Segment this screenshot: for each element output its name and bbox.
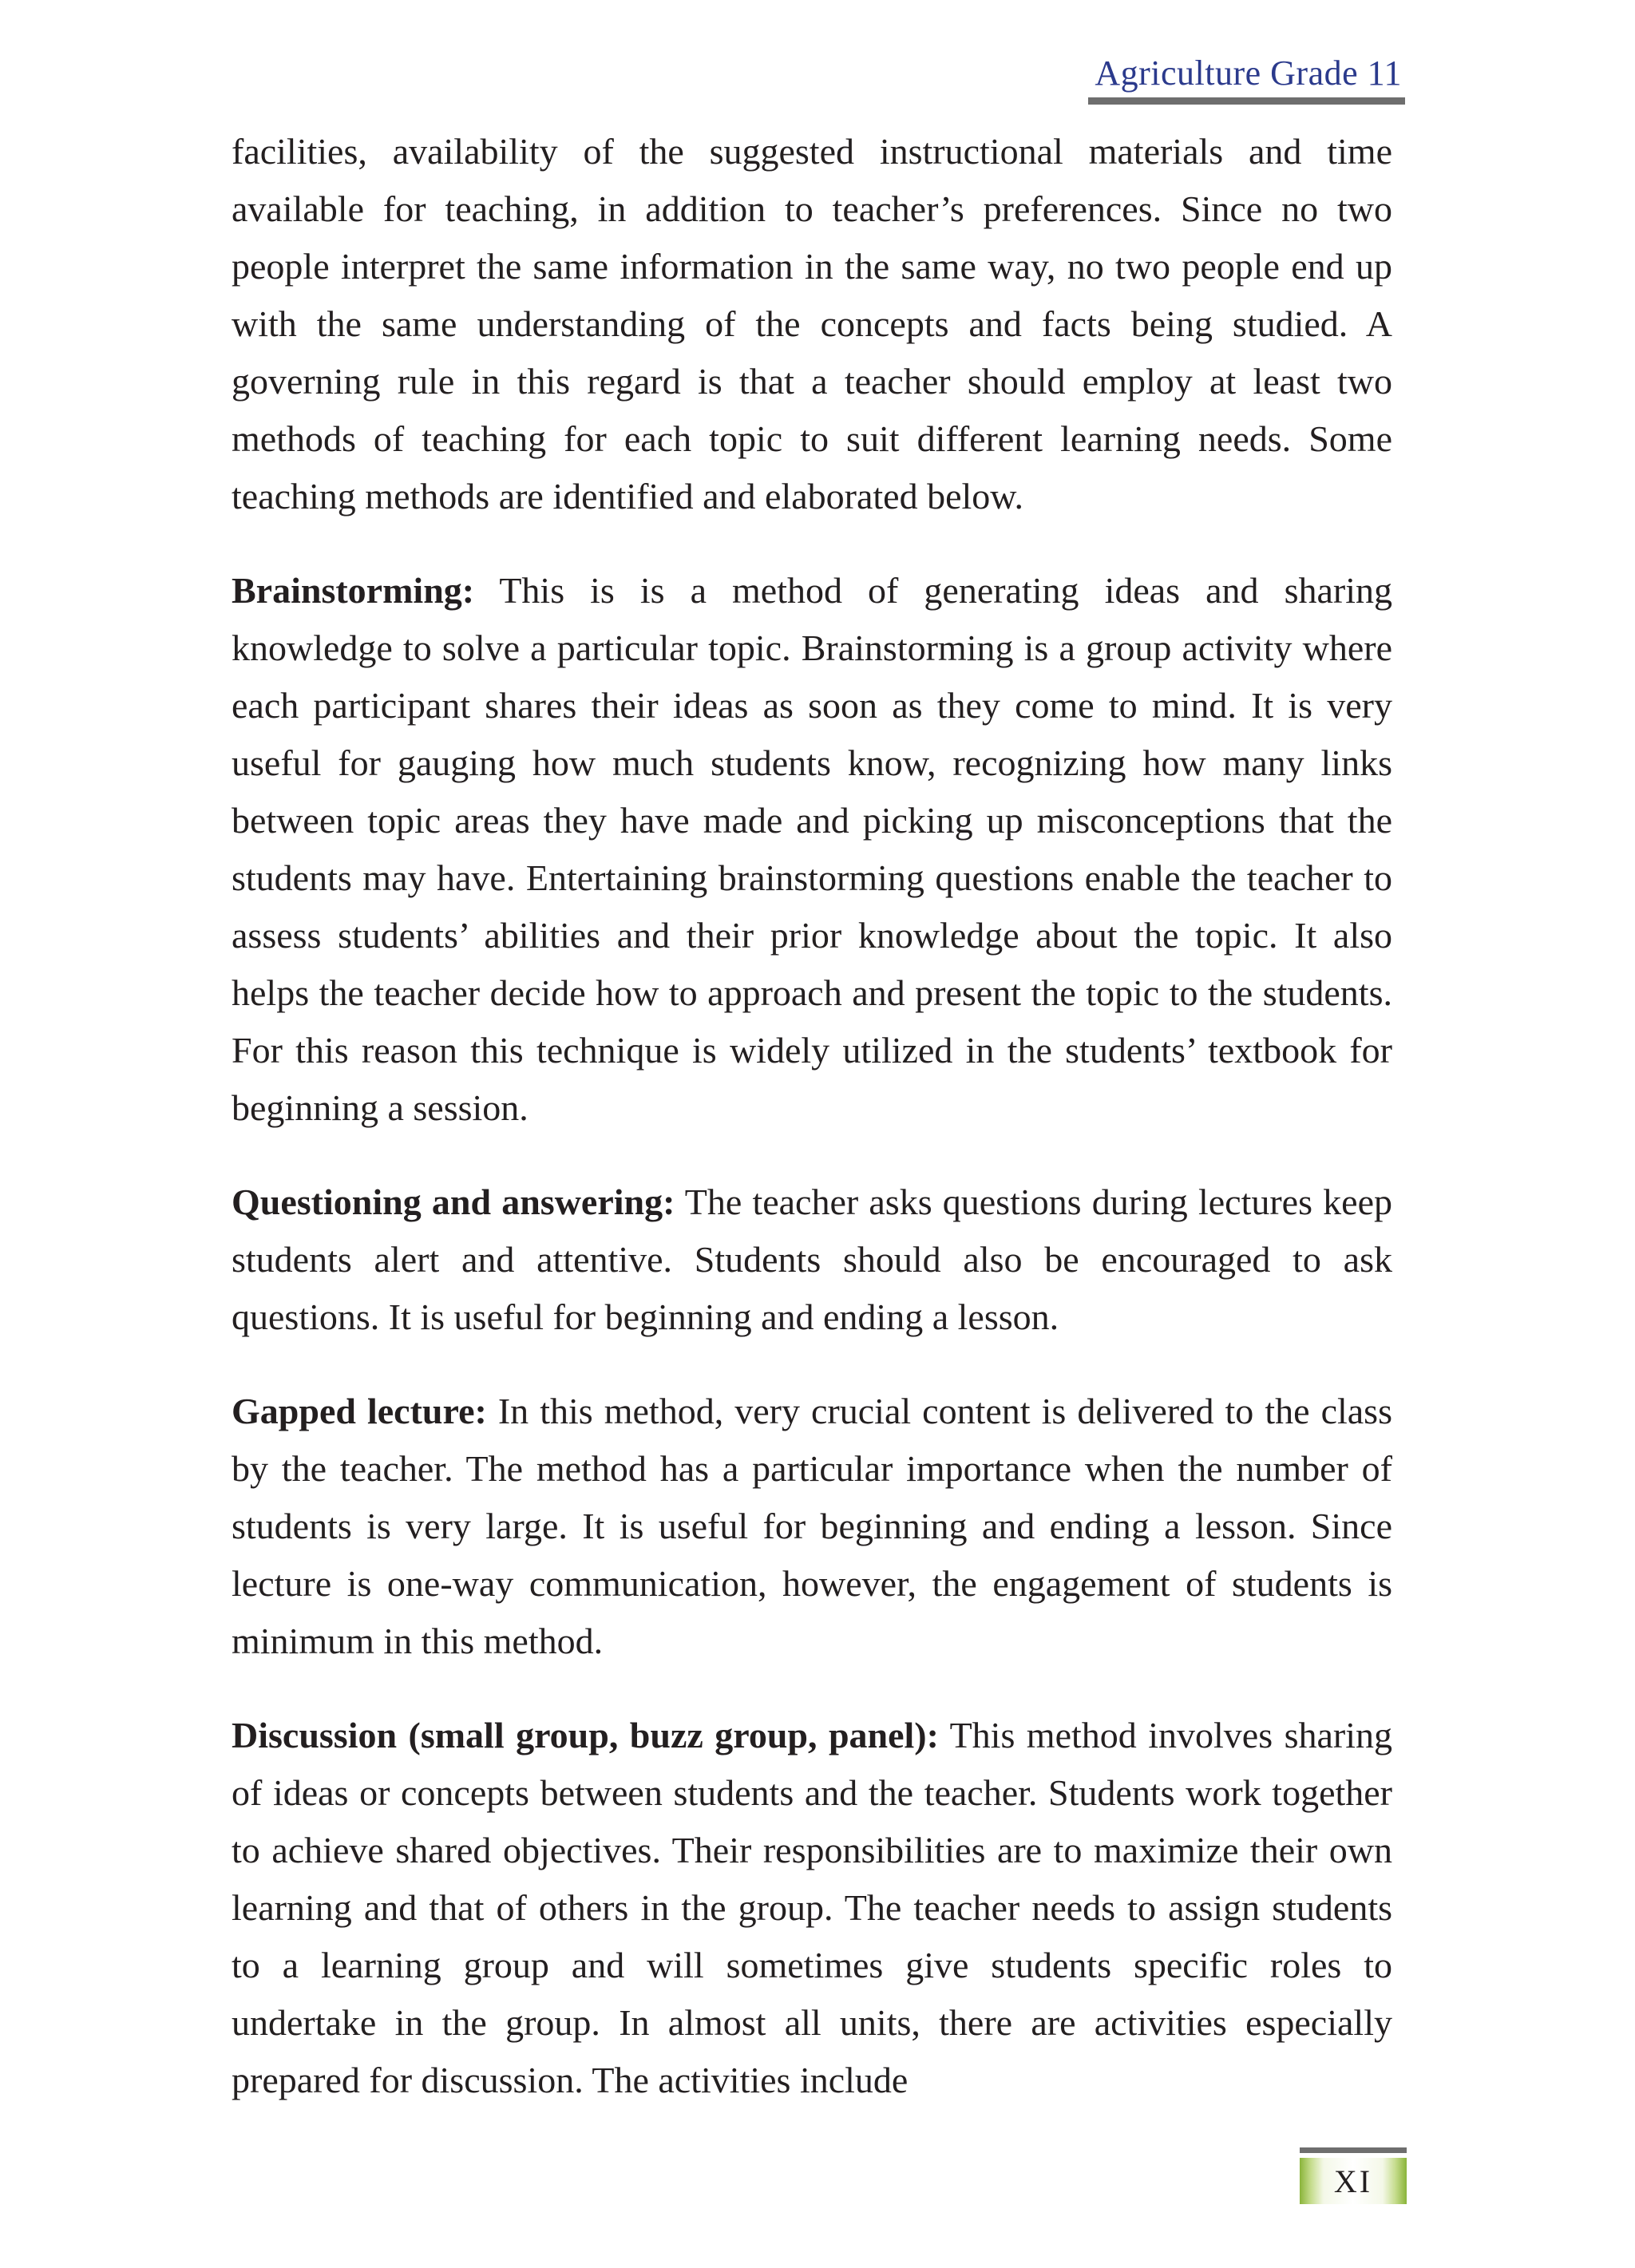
running-header bbox=[1088, 54, 1405, 105]
page-footer bbox=[1300, 2147, 1407, 2204]
discussion-text: This method involves sharing of ideas or concepts between students and the teacher. Students work together to achieve shared objectives. Their responsibilities are to maximize their own learning and that of others in the group. The teacher needs to assign students to a learning group and will sometimes give students specific roles to undertake in the group. In almost all units, there are activities especially prepared for discussion. The activities include bbox=[232, 1715, 1392, 2100]
header-rule bbox=[1088, 97, 1405, 105]
gapped-lecture-term: Gapped lecture: bbox=[232, 1391, 487, 1431]
gapped-lecture-paragraph bbox=[232, 1383, 1392, 1670]
page-number: XI bbox=[1333, 2163, 1373, 2199]
brainstorming-term: Brainstorming: bbox=[232, 570, 475, 611]
intro-paragraph: facilities, availability of the suggested instructional materials and time available for teaching, in addition to teacher’s preferences. Since no two people interpret the same information in the same way, no two people end up with the same understanding of the concepts and facts being studied. A governing rule in this regard is that a teacher should employ at least two methods of teaching for each topic to suit different learning needs. Some teaching methods are identified and elaborated below. bbox=[232, 131, 1392, 517]
discussion-term: Discussion (small group, buzz group, panel): bbox=[232, 1715, 939, 1755]
footer-rule bbox=[1300, 2147, 1407, 2153]
questioning-paragraph bbox=[232, 1174, 1392, 1346]
page-number-badge bbox=[1300, 2158, 1407, 2204]
questioning-term: Questioning and answering: bbox=[232, 1181, 675, 1222]
questioning-text: The teacher asks questions during lectures keep students alert and attentive. Students should also be encouraged to ask questions. It is useful for beginning and ending a lesson. bbox=[232, 1181, 1392, 1337]
brainstorming-text: This is is a method of generating ideas and sharing knowledge to solve a particular topic. Brainstorming is a group activity where each participant shares their ideas as soon as they come to mind. It is very useful for gauging how much students know, recognizing how many links between topic areas they have made and picking up misconceptions that the students may have. Entertaining brainstorming questions enable the teacher to assess students’ abilities and their prior knowledge about the topic. It also helps the teacher decide how to approach and present the topic to the students. For this reason this technique is widely utilized in the students’ textbook for beginning a session. bbox=[232, 570, 1392, 1128]
gapped-lecture-text: In this method, very crucial content is delivered to the class by the teacher. The method has a particular importance when the number of students is very large. It is useful for beginning and ending a lesson. Since lecture is one-way communication, however, the engagement of students is minimum in this method. bbox=[232, 1391, 1392, 1661]
page-body bbox=[232, 123, 1392, 2146]
discussion-paragraph bbox=[232, 1707, 1392, 2109]
brainstorming-paragraph bbox=[232, 562, 1392, 1137]
running-title: Agriculture Grade 11 bbox=[1095, 53, 1402, 93]
